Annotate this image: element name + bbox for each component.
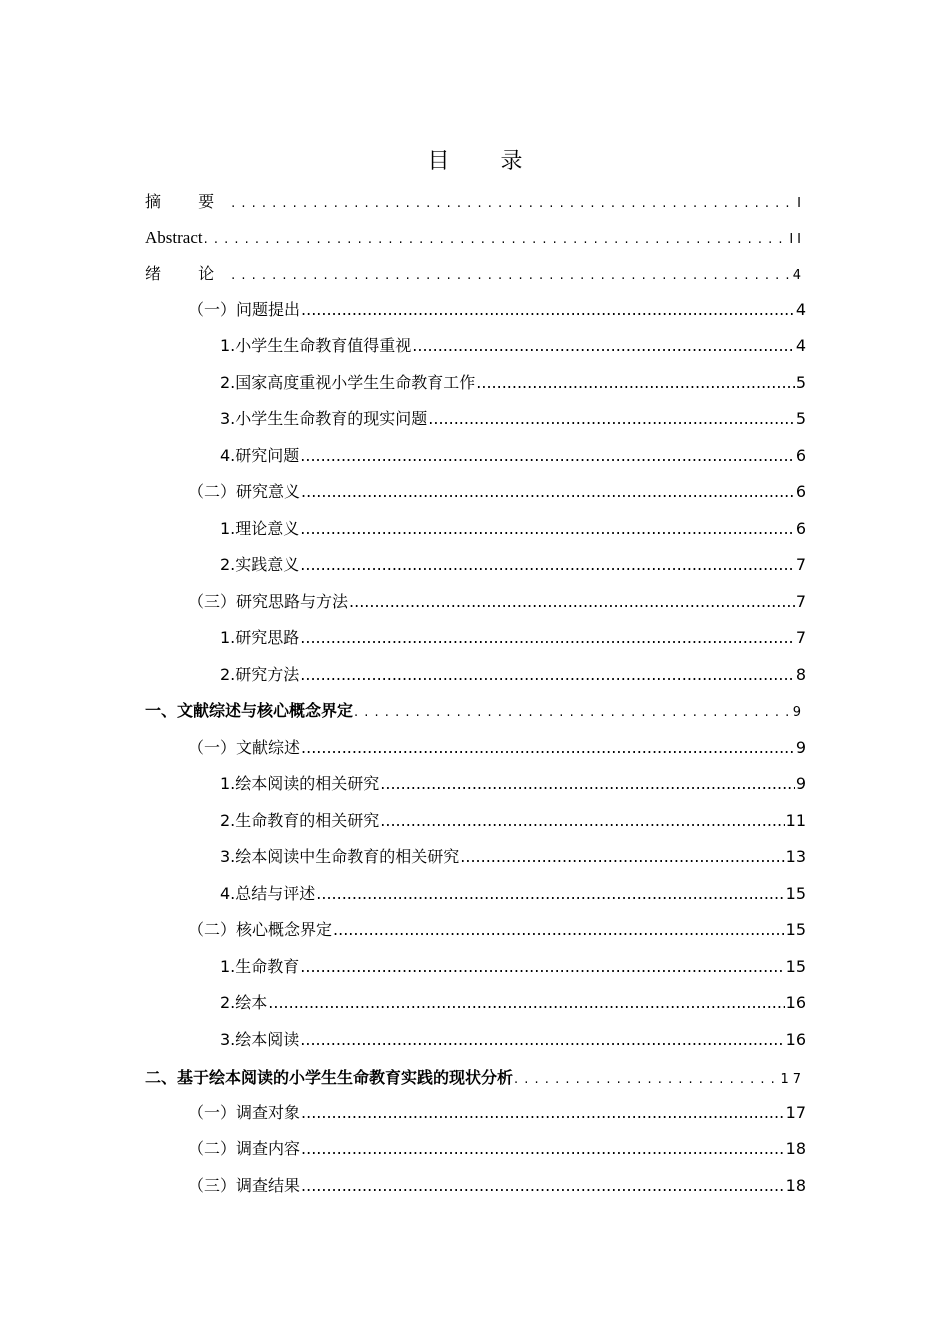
toc-dot-leader	[231, 256, 792, 292]
toc-entry[interactable]	[188, 292, 806, 328]
toc-entry-page: 5	[795, 373, 806, 392]
toc-dot-leader	[301, 1168, 785, 1204]
toc-entry[interactable]	[220, 328, 806, 364]
toc-entry[interactable]	[188, 474, 806, 510]
toc-dot-leader	[231, 184, 796, 220]
toc-entry-page: 6	[795, 519, 806, 538]
toc-entry-page: 17	[785, 1103, 806, 1122]
toc-entry-page: 9	[792, 705, 805, 720]
toc-entry-page: I	[797, 196, 805, 211]
toc-entry-label: （一）调查对象	[188, 1103, 301, 1122]
toc-entry-page: 6	[795, 446, 806, 465]
toc-entry-page: 4	[795, 300, 806, 319]
toc-entry-label: （一）问题提出	[188, 300, 301, 319]
toc-entry-page: 6	[795, 482, 806, 501]
toc-entry-chapter-2[interactable]	[145, 1060, 805, 1096]
toc-entry-introduction[interactable]	[145, 256, 805, 292]
toc-entry[interactable]	[220, 547, 806, 583]
toc-entry-label: 1.小学生生命教育值得重视	[220, 336, 412, 355]
toc-entry-label: 2.绘本	[220, 993, 268, 1012]
toc-entry-label: 4.总结与评述	[220, 884, 316, 903]
toc-entry[interactable]	[188, 912, 806, 948]
toc-dot-leader	[300, 438, 795, 474]
toc-dot-leader	[460, 839, 784, 875]
toc-entry-label: （一）文献综述	[188, 738, 301, 757]
toc-entry-label: （三）调查结果	[188, 1176, 301, 1195]
toc-dot-leader	[354, 693, 792, 729]
toc-entry-page: 17	[780, 1072, 805, 1087]
toc-entry-label: 4.研究问题	[220, 446, 300, 465]
toc-entry-label: 2.生命教育的相关研究	[220, 811, 380, 830]
toc-dot-leader	[300, 1022, 784, 1058]
toc-entry[interactable]	[220, 803, 806, 839]
toc-entry-label: 3.绘本阅读	[220, 1030, 300, 1049]
toc-entry-label: （二）核心概念界定	[188, 920, 333, 939]
toc-entry[interactable]	[220, 620, 806, 656]
toc-entry-label: 3.绘本阅读中生命教育的相关研究	[220, 847, 460, 866]
toc-dot-leader	[514, 1060, 779, 1096]
toc-entry-label: 1.理论意义	[220, 519, 300, 538]
toc-entry-page: 7	[795, 592, 806, 611]
toc-dot-leader	[428, 401, 795, 437]
toc-dot-leader	[349, 584, 795, 620]
toc-entry[interactable]	[188, 730, 806, 766]
toc-dot-leader	[316, 876, 784, 912]
toc-entry-label: 1.绘本阅读的相关研究	[220, 774, 380, 793]
toc-entry-page: 9	[795, 774, 806, 793]
toc-dot-leader	[301, 292, 795, 328]
toc-dot-leader	[380, 766, 795, 802]
toc-entry-page: 15	[785, 957, 806, 976]
toc-entry-abstract-en[interactable]	[145, 220, 805, 256]
toc-entry-page: 8	[795, 665, 806, 684]
toc-entry-page: 13	[785, 847, 806, 866]
toc-entry-page: 18	[785, 1176, 806, 1195]
toc-entry[interactable]	[220, 839, 806, 875]
toc-entry[interactable]	[220, 365, 806, 401]
toc-entry-label: 2.实践意义	[220, 555, 300, 574]
toc-dot-leader	[301, 1131, 785, 1167]
toc-entry-page: 4	[792, 268, 805, 283]
toc-entry-label: 绪 论	[145, 264, 231, 283]
toc-dot-leader	[268, 985, 784, 1021]
toc-dot-leader	[301, 474, 795, 510]
toc-entry-page: 9	[795, 738, 806, 757]
toc-dot-leader	[380, 803, 784, 839]
toc-entry[interactable]	[220, 657, 806, 693]
toc-dot-leader	[300, 949, 784, 985]
toc-entry-page: 15	[785, 920, 806, 939]
toc-entry-page: 7	[795, 628, 806, 647]
toc-entry-label: 1.研究思路	[220, 628, 300, 647]
toc-entry-abstract-cn[interactable]	[145, 184, 805, 220]
toc-dot-leader	[204, 220, 789, 256]
toc-entry-page: 11	[785, 811, 806, 830]
toc-entry-page: 4	[795, 336, 806, 355]
toc-entry[interactable]	[220, 985, 806, 1021]
toc-dot-leader	[301, 730, 795, 766]
toc-entry-label: 2.国家高度重视小学生生命教育工作	[220, 373, 476, 392]
toc-entry-label: 2.研究方法	[220, 665, 300, 684]
toc-entry-label: （二）研究意义	[188, 482, 301, 501]
toc-entry[interactable]	[188, 1095, 806, 1131]
toc-entry[interactable]	[220, 511, 806, 547]
toc-entry-label: （三）研究思路与方法	[188, 592, 349, 611]
toc-dot-leader	[476, 365, 795, 401]
toc-entry-label: 摘 要	[145, 192, 231, 211]
toc-dot-leader	[412, 328, 795, 364]
toc-dot-leader	[300, 547, 795, 583]
toc-entry-page: 16	[785, 993, 806, 1012]
toc-entry[interactable]	[220, 438, 806, 474]
toc-entry-label: Abstract	[145, 228, 203, 247]
toc-entry[interactable]	[188, 1131, 806, 1167]
toc-dot-leader	[333, 912, 785, 948]
toc-dot-leader	[300, 657, 795, 693]
toc-entry[interactable]	[220, 1022, 806, 1058]
toc-entry[interactable]	[220, 766, 806, 802]
toc-entry-label: 一、文献综述与核心概念界定	[145, 701, 354, 720]
toc-entry-label: 1.生命教育	[220, 957, 300, 976]
toc-entry-page: 16	[785, 1030, 806, 1049]
toc-entry[interactable]	[220, 876, 806, 912]
toc-title: 目 录	[427, 149, 545, 174]
toc-entry[interactable]	[188, 1168, 806, 1204]
toc-entry-page: 7	[795, 555, 806, 574]
toc-entry-page: 5	[795, 409, 806, 428]
toc-dot-leader	[300, 511, 795, 547]
toc-entry[interactable]	[188, 584, 806, 620]
toc-dot-leader	[301, 1095, 785, 1131]
toc-dot-leader	[300, 620, 795, 656]
toc-entry-page: II	[789, 232, 805, 247]
toc-entry-label: （二）调查内容	[188, 1139, 301, 1158]
toc-entry-page: 15	[785, 884, 806, 903]
toc-entry-page: 18	[785, 1139, 806, 1158]
toc-entry[interactable]	[220, 949, 806, 985]
toc-entry-label: 二、基于绘本阅读的小学生生命教育实践的现状分析	[145, 1068, 514, 1087]
toc-entry[interactable]	[220, 401, 806, 437]
toc-entry-label: 3.小学生生命教育的现实问题	[220, 409, 428, 428]
toc-entry-chapter-1[interactable]	[145, 693, 805, 729]
